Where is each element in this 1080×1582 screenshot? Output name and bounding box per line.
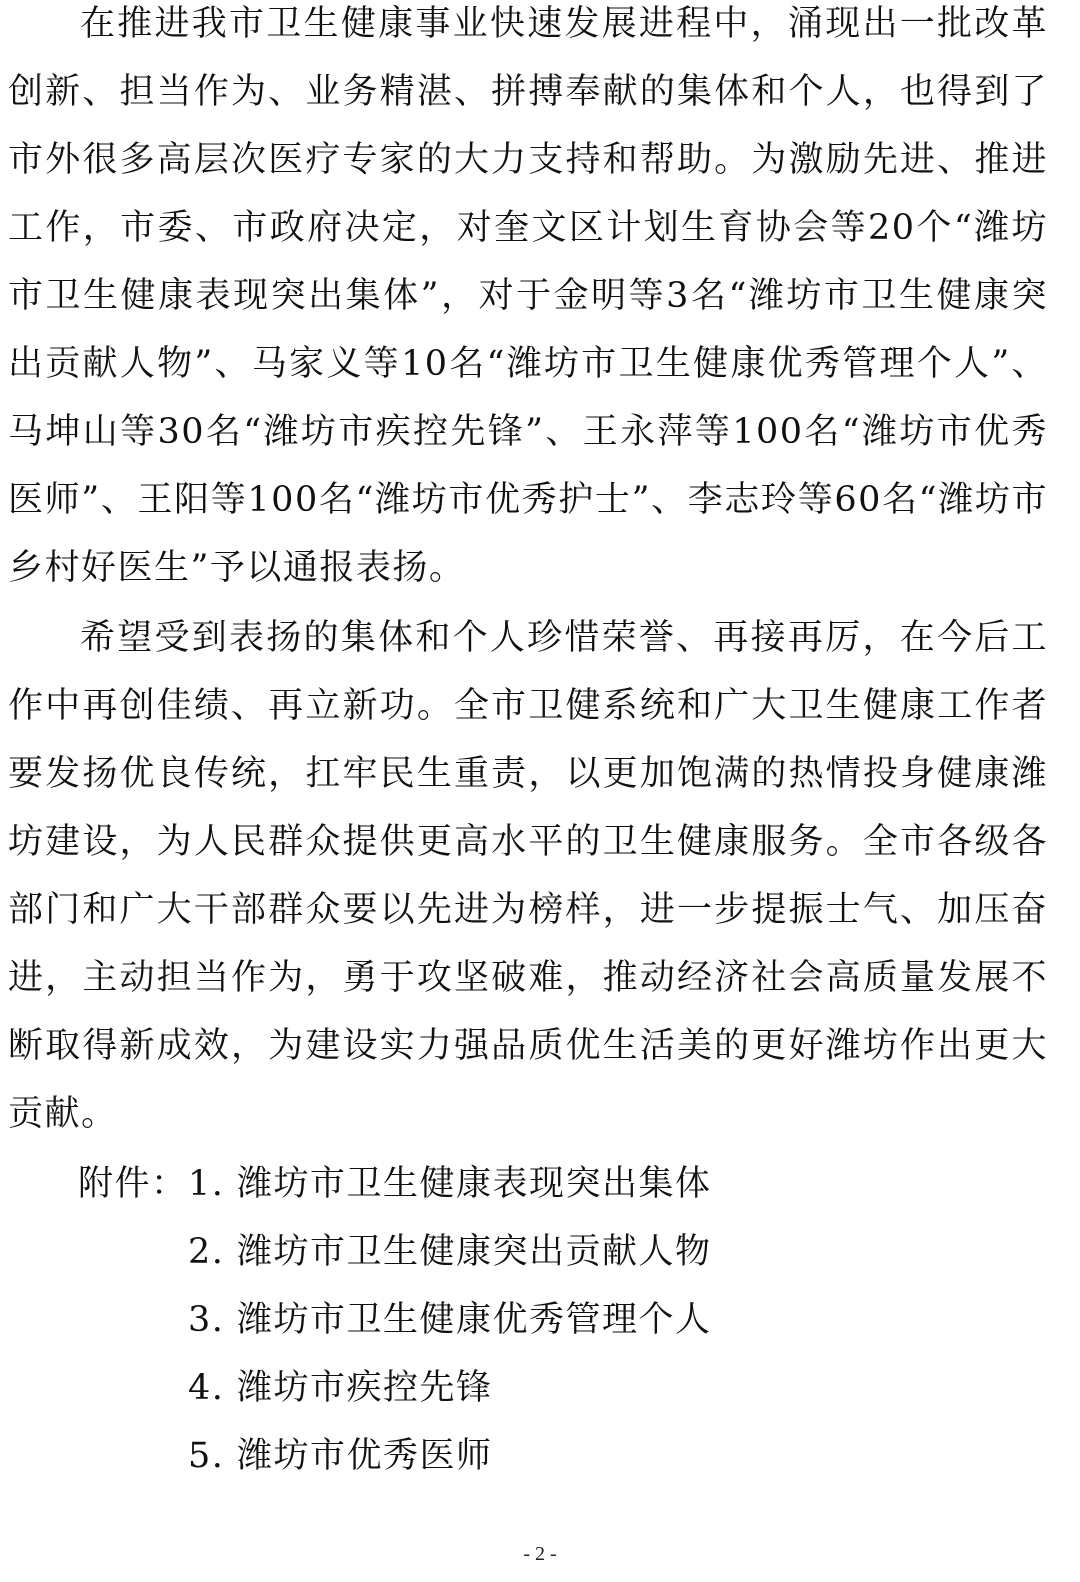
attachment-item-text: 2. 潍坊市卫生健康突出贡献人物 (188, 1232, 712, 1272)
attachment-item (78, 1218, 978, 1286)
attachment-item-text: 5. 潍坊市优秀医师 (188, 1436, 493, 1476)
attachment-item-text: 3. 潍坊市卫生健康优秀管理个人 (188, 1300, 712, 1340)
page-number: - 2 - (523, 1543, 557, 1565)
attachment-item (78, 1286, 978, 1354)
attachment-item-text: 4. 潍坊市疾控先锋 (188, 1368, 493, 1408)
attachments-list (78, 1150, 978, 1490)
attachment-item (78, 1150, 978, 1218)
body-paragraph-expectations: 希望受到表扬的集体和个人珍惜荣誉、再接再厉，在今后工作中再创佳绩、再立新功。全市卫健系统和广大卫生健康工作者要发扬优良传统，扛牢民生重责，以更加饱满的热情投身健康潍坊建设，为人民群众提供更高水平的卫生健康服务。全市各级各部门和广大干部群众要以先进为榜样，进一步提振士气、加压奋进，主动担当作为，勇于攻坚破难，推动经济社会高质量发展不断取得新成效，为建设实力强品质优生活美的更好潍坊作出更大贡献。 (8, 618, 1048, 1134)
attachments-label: 附件： (78, 1164, 188, 1204)
attachment-item-text: 1. 潍坊市卫生健康表现突出集体 (188, 1164, 712, 1204)
body-paragraph-commendation: 在推进我市卫生健康事业快速发展进程中，涌现出一批改革创新、担当作为、业务精湛、拼搏奉献的集体和个人，也得到了市外很多高层次医疗专家的大力支持和帮助。为激励先进、推进工作，市委、市政府决定，对奎文区计划生育协会等20个“潍坊市卫生健康表现突出集体”，对于金明等3名“潍坊市卫生健康突出贡献人物”、马家义等10名“潍坊市卫生健康优秀管理个人”、马坤山等30名“潍坊市疾控先锋”、王永萍等100名“潍坊市优秀医师”、王阳等100名“潍坊市优秀护士”、李志玲等60名“潍坊市乡村好医生”予以通报表扬。 (8, 4, 1048, 588)
attachment-item (78, 1354, 978, 1422)
attachment-item (78, 1422, 978, 1490)
